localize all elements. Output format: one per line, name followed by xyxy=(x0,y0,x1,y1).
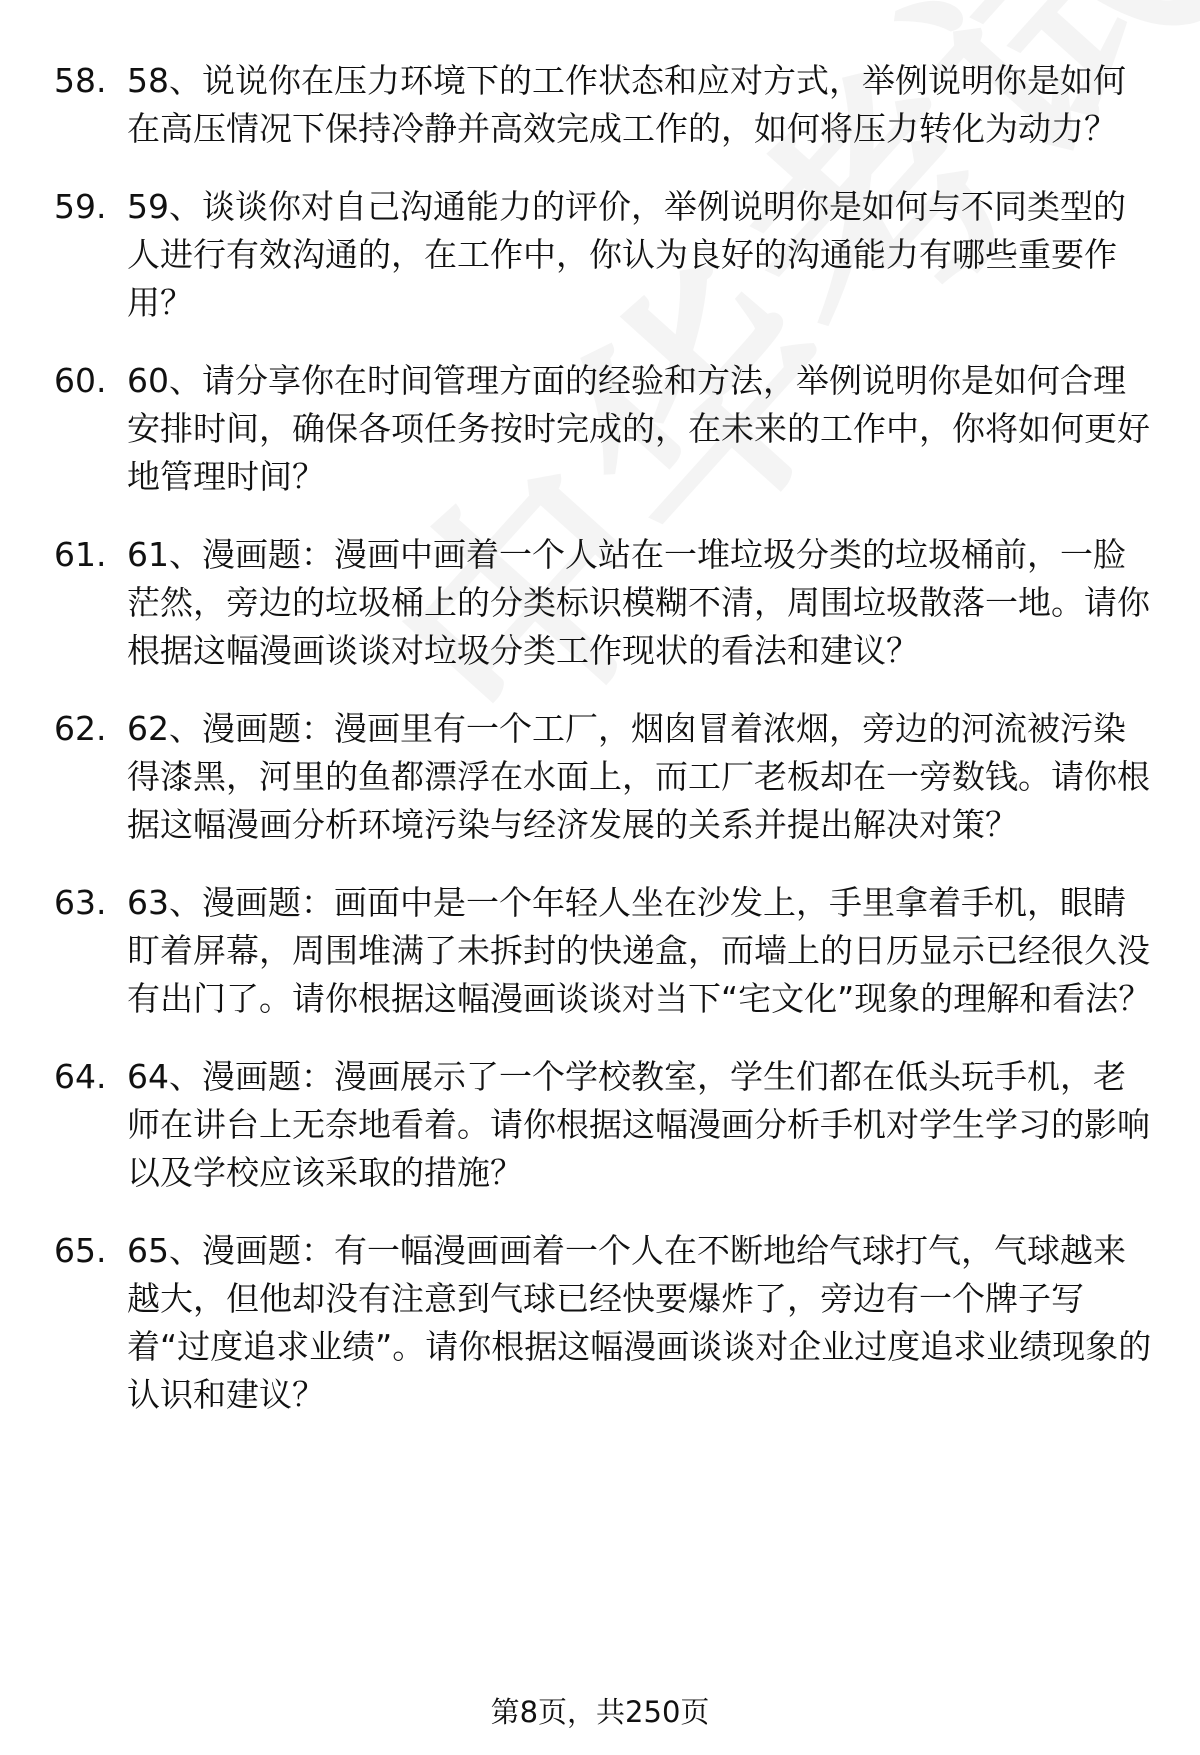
question-text: 62、漫画题：漫画里有一个工厂，烟囱冒着浓烟，旁边的河流被污染得漆黑，河里的鱼都漂浮在水面上，而工厂老板却在一旁数钱。请你根据这幅漫画分析环境污染与经济发展的关系并提出解决对策？ xyxy=(127,709,1150,844)
question-text: 59、谈谈你对自己沟通能力的评价，举例说明你是如何与不同类型的人进行有效沟通的，在工作中，你认为良好的沟通能力有哪些重要作用？ xyxy=(127,187,1126,322)
question-item xyxy=(0,531,1200,675)
question-number: 61. xyxy=(54,535,107,574)
question-number: 65. xyxy=(54,1231,107,1270)
question-number: 64. xyxy=(54,1057,107,1096)
question-number: 62. xyxy=(54,709,107,748)
question-number: 60. xyxy=(54,361,107,400)
question-item xyxy=(0,183,1200,327)
question-item xyxy=(0,357,1200,501)
question-text: 58、说说你在压力环境下的工作状态和应对方式，举例说明你是如何在高压情况下保持冷静并高效完成工作的，如何将压力转化为动力？ xyxy=(127,61,1126,148)
question-item xyxy=(0,1227,1200,1419)
question-number: 59. xyxy=(54,187,107,226)
question-text: 65、漫画题：有一幅漫画画着一个人在不断地给气球打气，气球越来越大，但他却没有注意到气球已经快要爆炸了，旁边有一个牌子写着“过度追求业绩”。请你根据这幅漫画谈谈对企业过度追求业绩现象的认识和建议？ xyxy=(127,1231,1152,1414)
question-text: 60、请分享你在时间管理方面的经验和方法，举例说明你是如何合理安排时间，确保各项任务按时完成的，在未来的工作中，你将如何更好地管理时间？ xyxy=(127,361,1150,496)
question-list xyxy=(0,57,1200,1449)
question-item xyxy=(0,705,1200,849)
question-number: 58. xyxy=(54,61,107,100)
question-text: 64、漫画题：漫画展示了一个学校教室，学生们都在低头玩手机，老师在讲台上无奈地看着。请你根据这幅漫画分析手机对学生学习的影响以及学校应该采取的措施？ xyxy=(127,1057,1150,1192)
question-item xyxy=(0,1053,1200,1197)
question-number: 63. xyxy=(54,883,107,922)
question-text: 63、漫画题：画面中是一个年轻人坐在沙发上，手里拿着手机，眼睛盯着屏幕，周围堆满了未拆封的快递盒，而墙上的日历显示已经很久没有出门了。请你根据这幅漫画谈谈对当下“宅文化”现象的理解和看法？ xyxy=(127,883,1152,1018)
page-footer: 第8页，共250页 xyxy=(490,1695,710,1729)
question-item xyxy=(0,879,1200,1023)
question-item xyxy=(0,57,1200,153)
question-text: 61、漫画题：漫画中画着一个人站在一堆垃圾分类的垃圾桶前，一脸茫然，旁边的垃圾桶上的分类标识模糊不清，周围垃圾散落一地。请你根据这幅漫画谈谈对垃圾分类工作现状的看法和建议？ xyxy=(127,535,1150,670)
